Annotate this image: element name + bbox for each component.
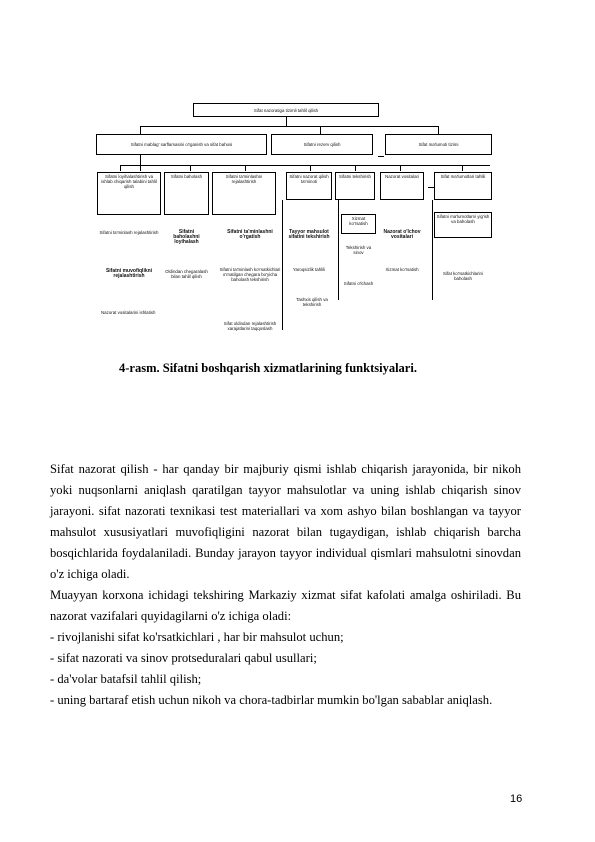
diagram-c7-r3: Sifat ko'rsatkichlarini baholash — [434, 270, 492, 296]
page-number: 16 — [510, 793, 523, 805]
diagram-c4-r1: Sifatni nazorat qilish ta'minoti — [286, 172, 332, 200]
diagram-c1-r1: Sifatni loyihalashtirish va ishlab chiqarish talabini tahlil qilish — [97, 172, 161, 215]
diagram-l2-left: Sifatni mablag' sarflamasini o'rganish va sifat bahosi — [96, 134, 267, 155]
diagram-c1-r4: Nazorat vositalarini ishlatish — [100, 309, 158, 337]
figure-caption: 4-rasm. Sifatni boshqarish xizmatlarining funktsiyalari. — [119, 361, 417, 375]
diagram-c3-r2: Sifatni ta'minlashni o'rgatish — [218, 229, 282, 247]
list-item: - sifat nazorati va sinov protseduralari qabul usullari; — [50, 651, 317, 665]
paragraph-2: Muayyan korxona ichidagi tekshiring Markaziy xizmat sifat kafolati amalga oshiriladi. Bu nazorat vazifalari quyidagilarni o'z ichiga oladi: — [50, 588, 521, 623]
diagram-c3-r4: Sifat oldindan rejalashtirish xarajatlarini taqqoslash — [218, 320, 282, 344]
list-item: - da'volar batafsil tahlil qilish; — [50, 672, 202, 686]
diagram-c4-r2: Tayyor mahsulot sifatini tekshirish — [286, 229, 332, 247]
diagram-c6-r1: Nazorat vositalari — [380, 172, 424, 200]
functions-diagram — [0, 0, 595, 345]
diagram-c2-r3: Oldindan chegaralash bilan tahlil qilish — [164, 268, 209, 298]
diagram-c5-r4: Sifatni o'lchash — [341, 280, 376, 298]
diagram-c3-r1: Sifatni ta'minlashni rejalashtirish — [212, 172, 276, 215]
diagram-l2-right: Sifat ma'lumoti tizimi — [385, 134, 492, 155]
diagram-c4-r4: Tashxis qilish va tekshirish — [286, 296, 338, 322]
diagram-c5-r2: Xizmat ko'rsatish — [341, 214, 376, 234]
diagram-c6-r2: Nazorat o'lchov vositalari — [380, 229, 424, 255]
paragraph-3: - uning bartaraf etish uchun nikoh va chora-tadbirlar mumkin bo'lgan sabablar aniqlash. — [50, 693, 493, 707]
diagram-c7-r1: Sifat ma'lumotlari tahlili — [434, 172, 492, 200]
list-item: - rivojlanishi sifat ko'rsatkichlari , har bir mahsulot uchun; — [50, 630, 344, 644]
diagram-c3-r3: Sifatni ta'minlash ko'rsatkichlari o'rnatilgan chegara bo'yicha baholash tekshirish — [218, 266, 282, 306]
diagram-c1-r3: Sifatni muvofiqlikni rejalashtirish — [97, 268, 161, 296]
diagram-l2-middle: Sifatni rezerv qilish — [271, 134, 373, 155]
diagram-c5-r1: Sifatni tekshirish — [335, 172, 375, 200]
diagram-c5-r3: Tekshirish va sinov — [341, 244, 376, 270]
diagram-c7-r2: Sifatni ma'lumotlarni yig'ish va baholash — [434, 212, 492, 238]
diagram-top-box: Sifat nazoratiga tizimli tahlil qilish — [193, 103, 379, 117]
diagram-c4-r3: Yaroqsizlik tahlili — [286, 266, 332, 282]
diagram-c2-r1: Sifatni baholash — [164, 172, 209, 215]
diagram-c2-r2: Sifatni baholashni loyihalash — [164, 229, 209, 257]
paragraph-1: Sifat nazorat qilish - har qanday bir majburiy qismi ishlab chiqarish jarayonida, bir nikoh yoki nuqsonlarni aniqlash qaratilgan tayyor mahsulotlar va uning ishlab chiqarish sinov jarayoni. sifat nazorati texnikasi test materiallari va xom ashyo bilan boshlangan va tayyor mahsulot xususiyatlari muvofiqligini nazorat bilan tugaydigan, ishlab chiqarish barcha bosqichlarida foydalaniladi. Bunday jarayon tayyor individual qismlari mahsulotni sinovdan o'z ichiga oladi. — [50, 462, 521, 581]
diagram-c1-r2: Sifatni ta'minlash rejalashtirish — [97, 229, 161, 255]
diagram-c6-r3: Xizmat ko'rsatish — [380, 266, 424, 292]
